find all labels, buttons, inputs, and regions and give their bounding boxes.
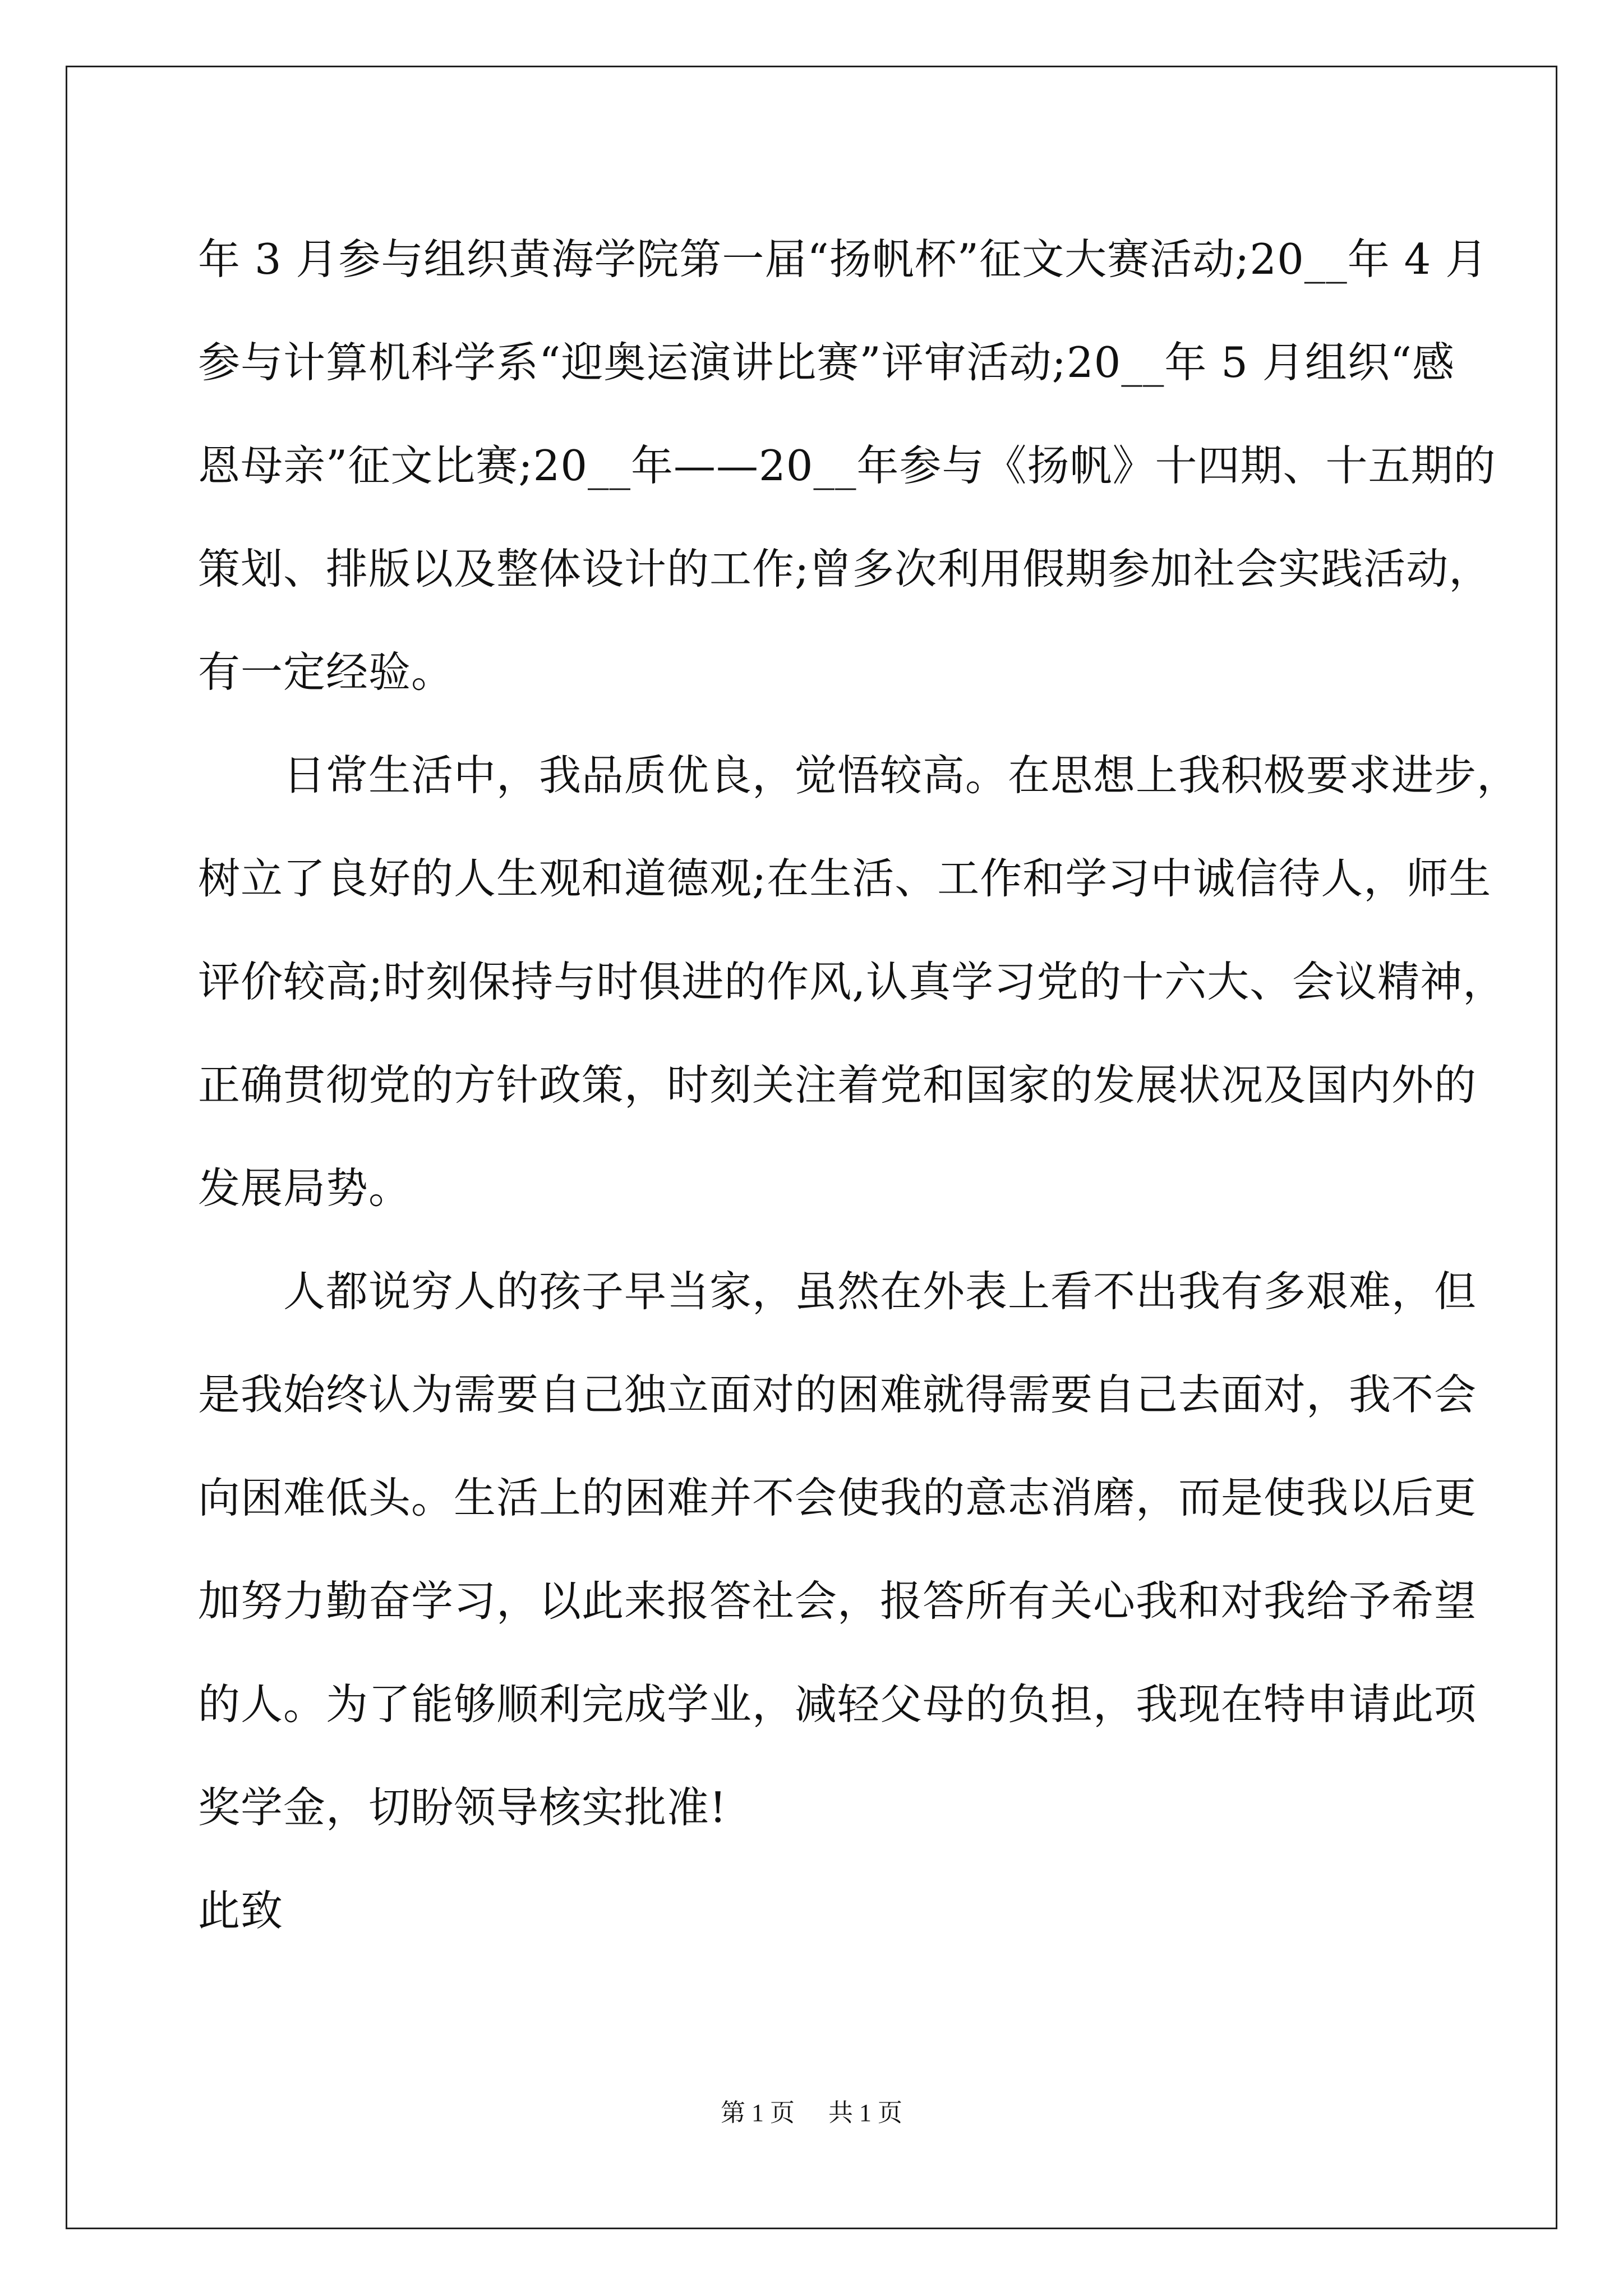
text-line: 参与计算机科学系“迎奥运演讲比赛”评审活动;20__年 5 月组织“感 <box>198 338 1455 387</box>
text-line: 的人。为了能够顺利完成学业，减轻父母的负担，我现在特申请此项 <box>198 1680 1477 1729</box>
document-body <box>198 208 1520 1962</box>
text-line: 奖学金，切盼领导核实批准! <box>198 1783 727 1832</box>
page-number: 第 1 页 <box>721 2099 795 2127</box>
text-line: 发展局势。 <box>198 1163 412 1213</box>
text-line: 加努力勤奋学习，以此来报答社会，报答所有关心我和对我给予希望 <box>198 1576 1477 1626</box>
text-line: 日常生活中，我品质优良，觉悟较高。在思想上我积极要求进步， <box>198 751 1520 800</box>
text-line: 恩母亲”征文比赛;20__年——20__年参与《扬帆》十四期、十五期的 <box>198 441 1496 490</box>
text-line: 年 3 月参与组织黄海学院第一届“扬帆杯”征文大赛活动;20__年 4 月 <box>198 234 1488 284</box>
text-line: 有一定经验。 <box>198 647 454 697</box>
text-line: 评价较高;时刻保持与时俱进的作风,认真学习党的十六大、会议精神， <box>198 957 1506 1006</box>
text-line: 正确贯彻党的方针政策，时刻关注着党和国家的发展状况及国内外的 <box>198 1060 1477 1110</box>
closing-line: 此致 <box>198 1886 284 1935</box>
page-total: 共 1 页 <box>828 2099 902 2127</box>
text-line: 向困难低头。生活上的困难并不会使我的意志消磨，而是使我以后更 <box>198 1473 1477 1522</box>
text-line: 人都说穷人的孩子早当家，虽然在外表上看不出我有多艰难，但 <box>198 1267 1477 1316</box>
page-footer <box>0 2092 1623 2128</box>
text-line: 是我始终认为需要自己独立面对的困难就得需要自己去面对，我不会 <box>198 1370 1477 1419</box>
text-line: 策划、排版以及整体设计的工作;曾多次利用假期参加社会实践活动， <box>198 544 1492 593</box>
text-line: 树立了良好的人生观和道德观;在生活、工作和学习中诚信待人，师生 <box>198 854 1492 903</box>
